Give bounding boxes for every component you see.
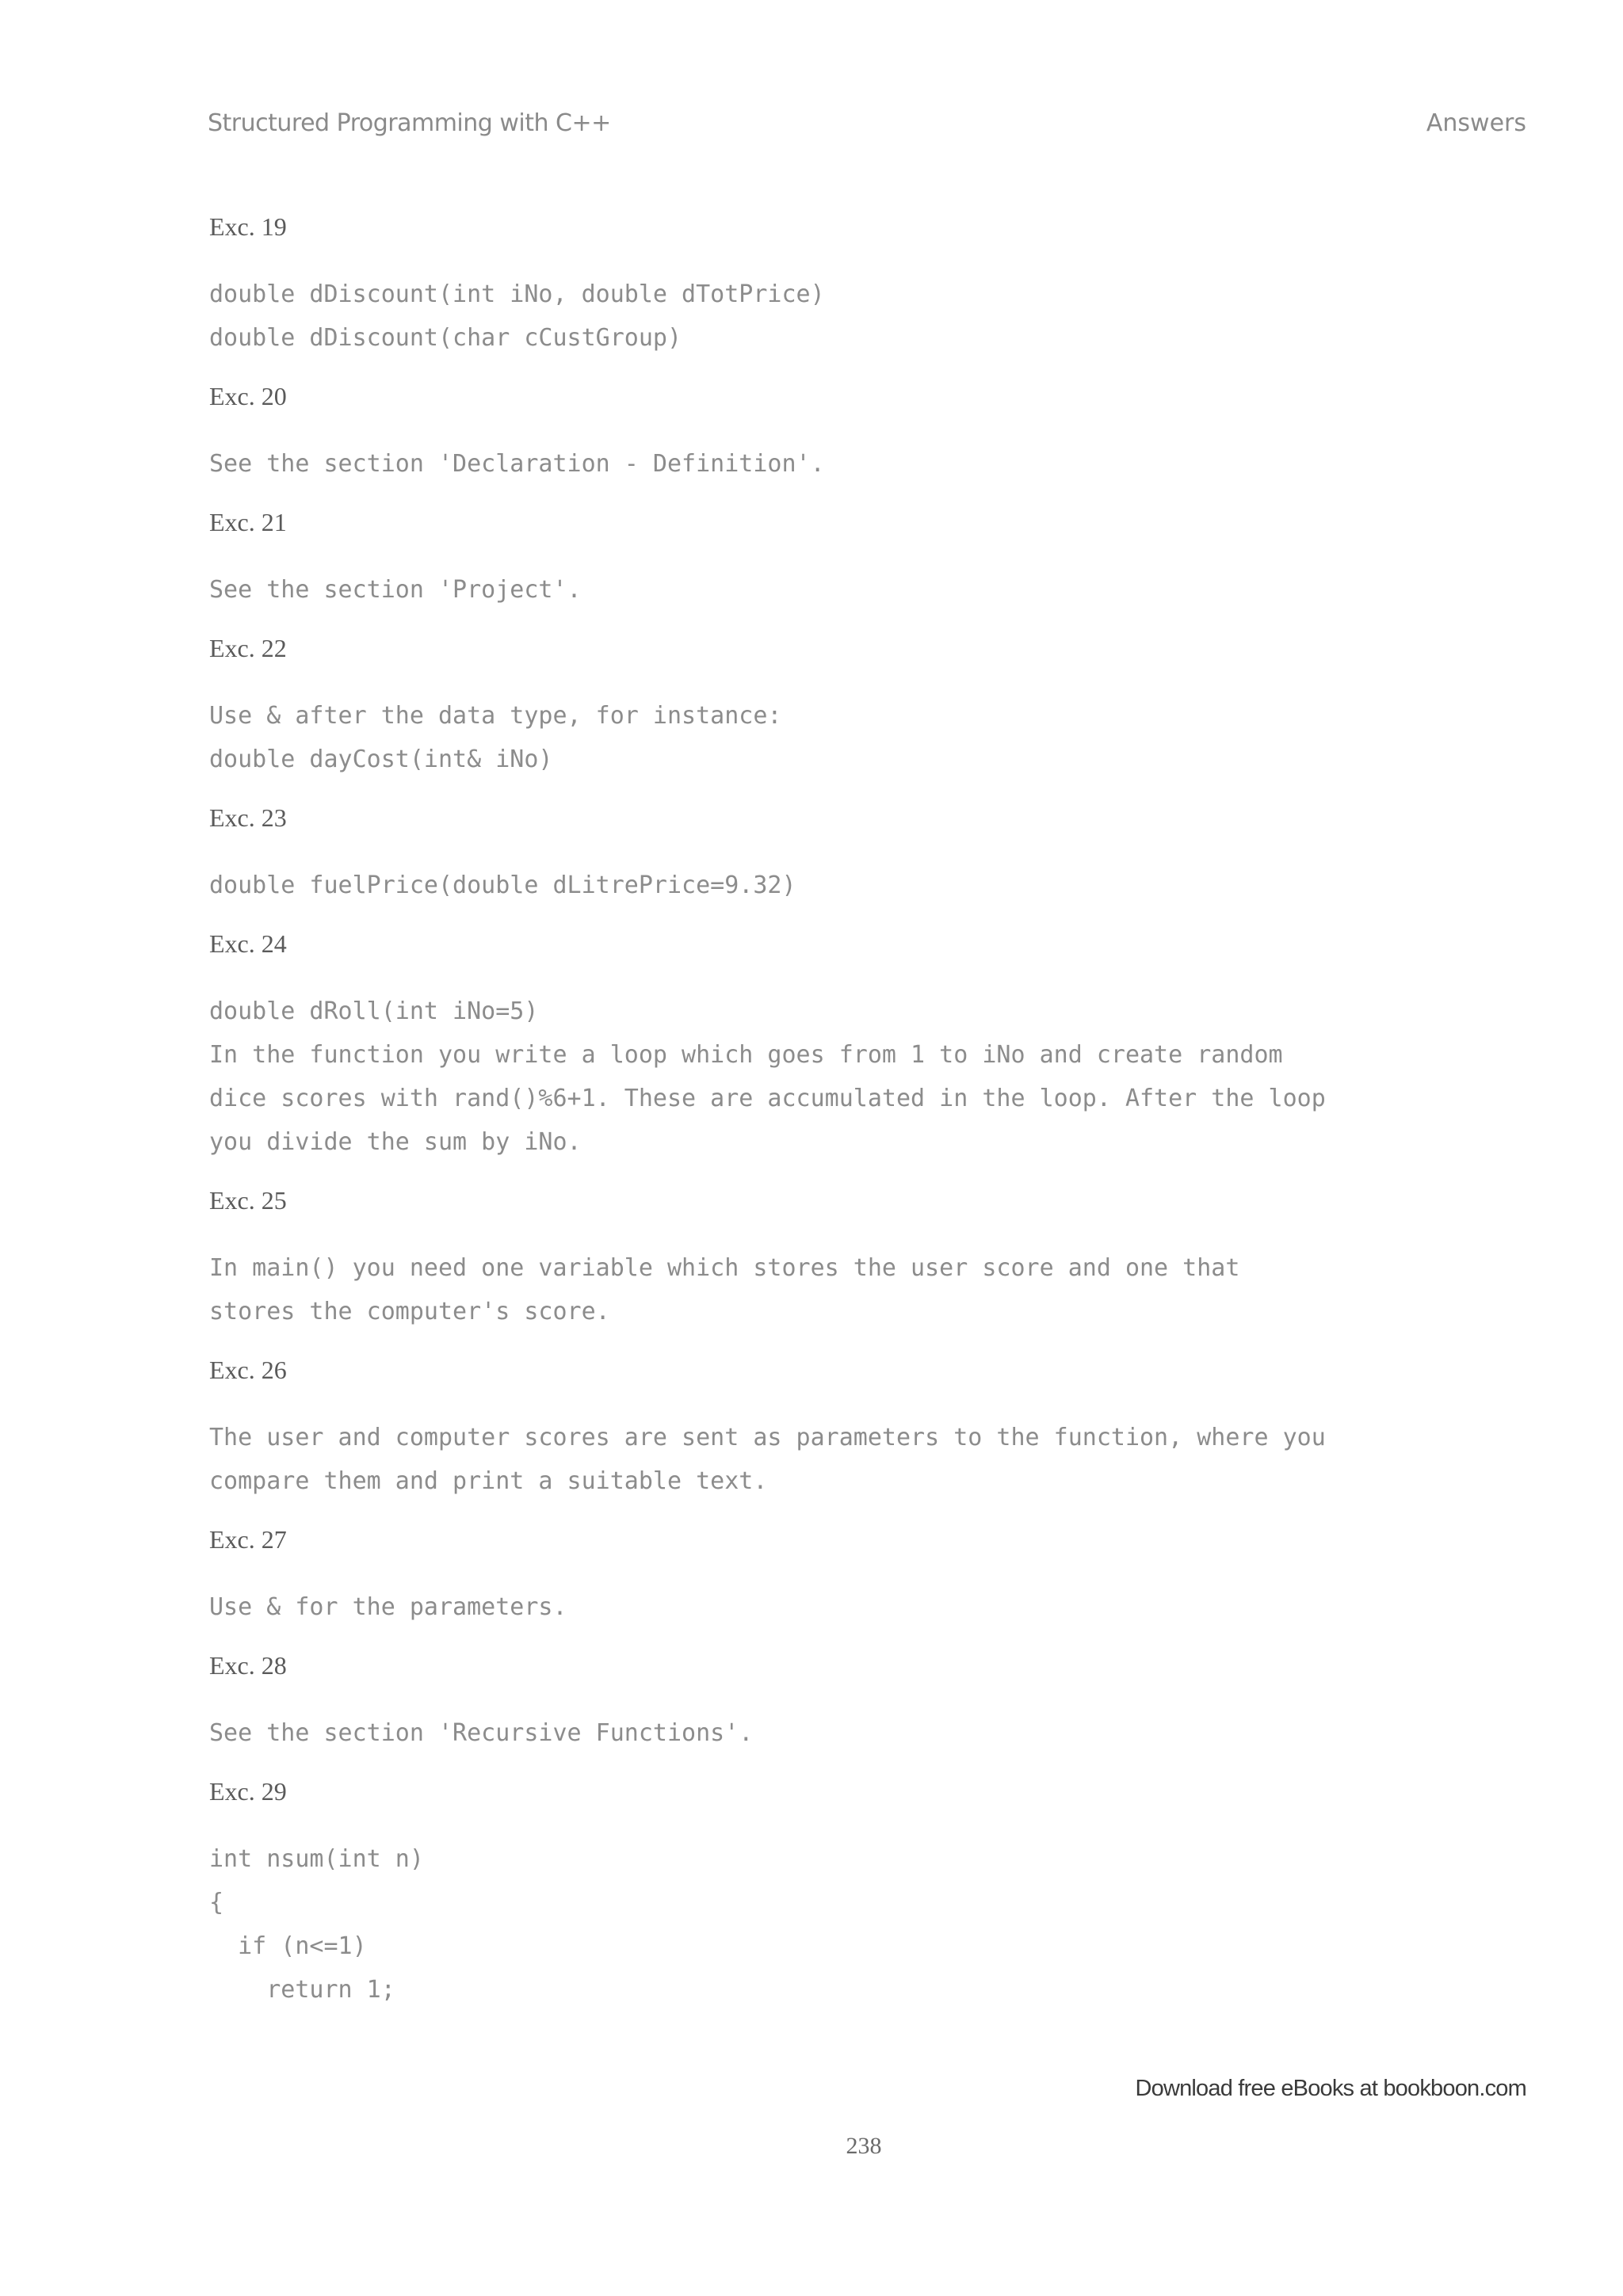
- exercise-heading: Exc. 22: [209, 634, 287, 662]
- exercise-heading: Exc. 29: [209, 1777, 287, 1806]
- answer-line: int nsum(int n): [209, 1845, 424, 1873]
- exercise-heading: Exc. 28: [209, 1651, 287, 1680]
- exercise-heading: Exc. 21: [209, 508, 287, 536]
- exercise-heading: Exc. 26: [209, 1356, 287, 1384]
- answer-line: you divide the sum by iNo.: [209, 1128, 582, 1156]
- exercise-answer: [209, 864, 1541, 907]
- answer-line: stores the computer's score.: [209, 1298, 610, 1325]
- exercise-heading: Exc. 25: [209, 1186, 287, 1215]
- answer-line: double dRoll(int iNo=5): [209, 997, 539, 1025]
- exercise-answer: [209, 442, 1541, 486]
- answer-line: double dDiscount(char cCustGroup): [209, 324, 682, 352]
- exercise-heading: Exc. 19: [209, 212, 287, 241]
- exercise-answer: [209, 1711, 1541, 1755]
- answer-line: Use & after the data type, for instance:: [209, 702, 782, 730]
- exercise-answer: [209, 1416, 1541, 1503]
- running-header-section: Answers: [1426, 109, 1526, 137]
- exercise-heading: Exc. 27: [209, 1525, 287, 1554]
- exercise-answer: [209, 273, 1541, 360]
- exercise-answer: [209, 1837, 1541, 2012]
- answer-line: In main() you need one variable which stores the user score and one that: [209, 1254, 1240, 1282]
- answer-line: if (n<=1): [209, 1932, 367, 1960]
- exercise-answer: [209, 568, 1541, 612]
- exercise-answer: [209, 1585, 1541, 1629]
- answer-line: double fuelPrice(double dLitrePrice=9.32): [209, 871, 796, 899]
- answer-line: Use & for the parameters.: [209, 1593, 567, 1621]
- answer-line: dice scores with rand()%6+1. These are accumulated in the loop. After the loop: [209, 1085, 1326, 1112]
- exercise-answer: [209, 1246, 1541, 1333]
- answer-line: double dDiscount(int iNo, double dTotPrice): [209, 280, 825, 308]
- exercise-answer: [209, 990, 1541, 1164]
- answer-line: In the function you write a loop which goes from 1 to iNo and create random: [209, 1041, 1283, 1069]
- exercise-heading: Exc. 20: [209, 382, 287, 410]
- answer-line: See the section 'Declaration - Definition'.: [209, 450, 825, 478]
- exercise-heading: Exc. 24: [209, 929, 287, 958]
- answer-line: compare them and print a suitable text.: [209, 1467, 768, 1495]
- answer-line: See the section 'Recursive Functions'.: [209, 1719, 754, 1747]
- answer-line: {: [209, 1889, 224, 1917]
- page-number: 238: [846, 2133, 882, 2159]
- answer-line: See the section 'Project'.: [209, 576, 582, 604]
- exercise-heading: Exc. 23: [209, 803, 287, 832]
- exercise-answer: [209, 694, 1541, 781]
- answers-content: [209, 204, 1541, 2026]
- answer-line: return 1;: [209, 1976, 395, 2004]
- answer-line: double dayCost(int& iNo): [209, 746, 553, 773]
- answer-line: The user and computer scores are sent as parameters to the function, where you: [209, 1424, 1326, 1451]
- download-footer-link[interactable]: Download free eBooks at bookboon.com: [1135, 2076, 1526, 2101]
- running-header-title: Structured Programming with C++: [208, 109, 611, 137]
